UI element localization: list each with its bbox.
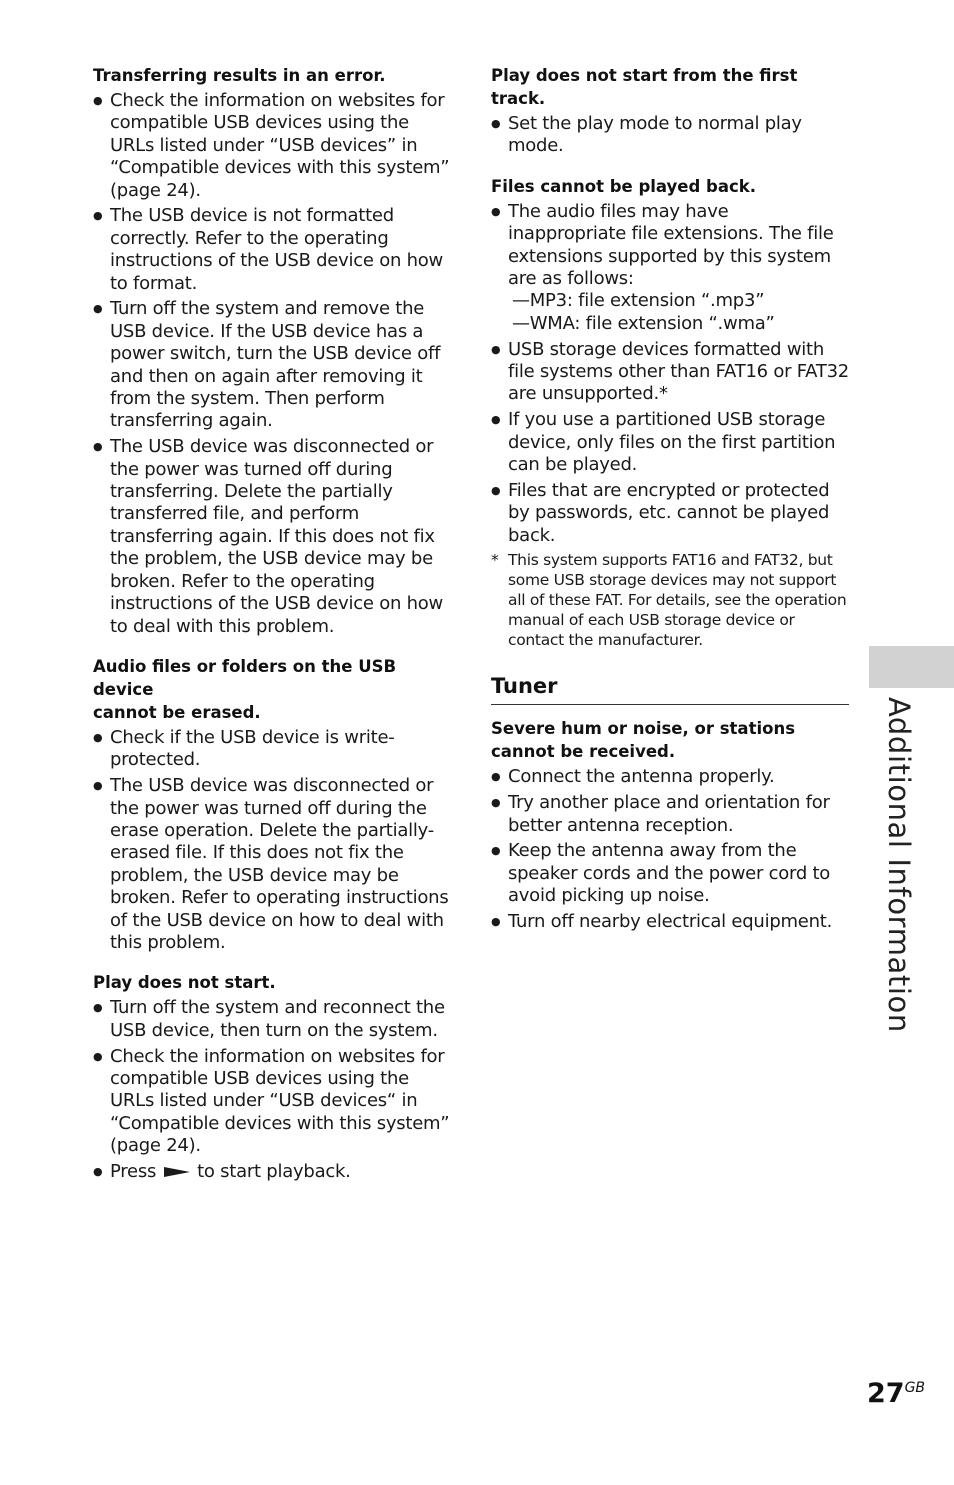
side-section-label: Additional Information [882, 697, 916, 1033]
list-item: ● Check the information on websites for compatible USB devices using the URLs listed under “USB devices” in “Compatible devices with this system” (page 24). [93, 90, 451, 202]
bullet-list [491, 201, 849, 547]
section-tuner-noise [491, 717, 849, 933]
footnote [491, 550, 849, 650]
list-item: ● Files that are encrypted or protected by passwords, etc. cannot be played back. [491, 480, 849, 547]
list-item: ● Set the play mode to normal play mode. [491, 113, 849, 158]
bullet-list [93, 727, 451, 954]
page-number [867, 1378, 925, 1409]
list-item: ● Turn off the system and remove the USB device. If the USB device has a power switch, turn the USB device off and then on again after removing it from the system. Then perform transferring again. [93, 298, 451, 432]
heading-line: Severe hum or noise, or stations [491, 719, 796, 739]
bullet-list [93, 997, 451, 1183]
section-first-track [491, 64, 849, 158]
bullet-list [93, 90, 451, 638]
side-tab-marker [869, 646, 954, 688]
list-item [491, 201, 849, 335]
footnote-text: This system supports FAT16 and FAT32, but some USB storage devices may not support all of these FAT. For details, see the operation manual of each USB storage device or contact the manufacturer. [508, 551, 847, 650]
list-item-press-play [93, 1161, 451, 1183]
section-play-not-start [93, 971, 451, 1183]
section-heading: Play does not start from the first track. [491, 66, 798, 108]
list-item: ● Keep the antenna away from the speaker cords and the power cord to avoid picking up noise. [491, 840, 849, 907]
page-number-suffix: GB [904, 1380, 926, 1396]
section-cannot-erase [93, 655, 451, 954]
section-transfer-error [93, 64, 451, 638]
section-heading [93, 655, 451, 724]
left-column [93, 64, 451, 1200]
right-column [491, 64, 849, 950]
list-item: ● The USB device was disconnected or the power was turned off during transferring. Delete the partially transferred file, and perform transferring again. If this does not fix the problem, the USB device may be broken. Refer to the operating instructions of the USB device on how to deal with this problem. [93, 436, 451, 638]
heading-line: cannot be received. [491, 742, 676, 762]
heading-line: cannot be erased. [93, 702, 261, 722]
section-files-cannot-play [491, 175, 849, 651]
bullet-list [491, 766, 849, 933]
section-heading [491, 717, 849, 763]
page-number-value: 27 [867, 1378, 905, 1409]
list-item: ● Try another place and orientation for better antenna reception. [491, 792, 849, 837]
section-heading: Transferring results in an error. [93, 66, 386, 85]
footnote-mark: * [491, 551, 499, 570]
list-item: ● Turn off the system and reconnect the USB device, then turn on the system. [93, 997, 451, 1042]
list-item: ● The USB device is not formatted correctly. Refer to the operating instructions of the USB device on how to format. [93, 205, 451, 295]
list-item: ● Check if the USB device is write-protected. [93, 727, 451, 772]
section-heading: Files cannot be played back. [491, 176, 757, 196]
bullet-list [491, 113, 849, 158]
sub-item: —WMA: file extension “.wma” [512, 312, 775, 334]
list-item: ● If you use a partitioned USB storage device, only files on the first partition can be played. [491, 409, 849, 476]
list-item: ● USB storage devices formatted with file systems other than FAT16 or FAT32 are unsupported.* [491, 339, 849, 406]
press-suffix: to start playback. [197, 1161, 351, 1182]
section-heading: Play does not start. [93, 973, 276, 993]
list-item: ● Connect the antenna properly. [491, 766, 849, 788]
list-item: ● Turn off nearby electrical equipment. [491, 911, 849, 933]
press-prefix: Press [110, 1161, 157, 1182]
list-item-text: The audio files may have inappropriate file extensions. The file extensions supported by this system are as follows: [508, 200, 834, 290]
play-icon [164, 1166, 190, 1178]
section-title-tuner: Tuner [491, 672, 849, 705]
list-item: ● The USB device was disconnected or the power was turned off during the erase operation. Delete the partially-erased file. If this does not fix the problem, the USB device may be broken. Refer to operating instructions of the USB device on how to deal with this problem. [93, 775, 451, 954]
sub-item: —MP3: file extension “.mp3” [512, 290, 765, 312]
list-item: ● Check the information on websites for compatible USB devices using the URLs listed under “USB devices“ in “Compatible devices with this system” (page 24). [93, 1046, 451, 1158]
heading-line: Audio files or folders on the USB device [93, 656, 397, 699]
